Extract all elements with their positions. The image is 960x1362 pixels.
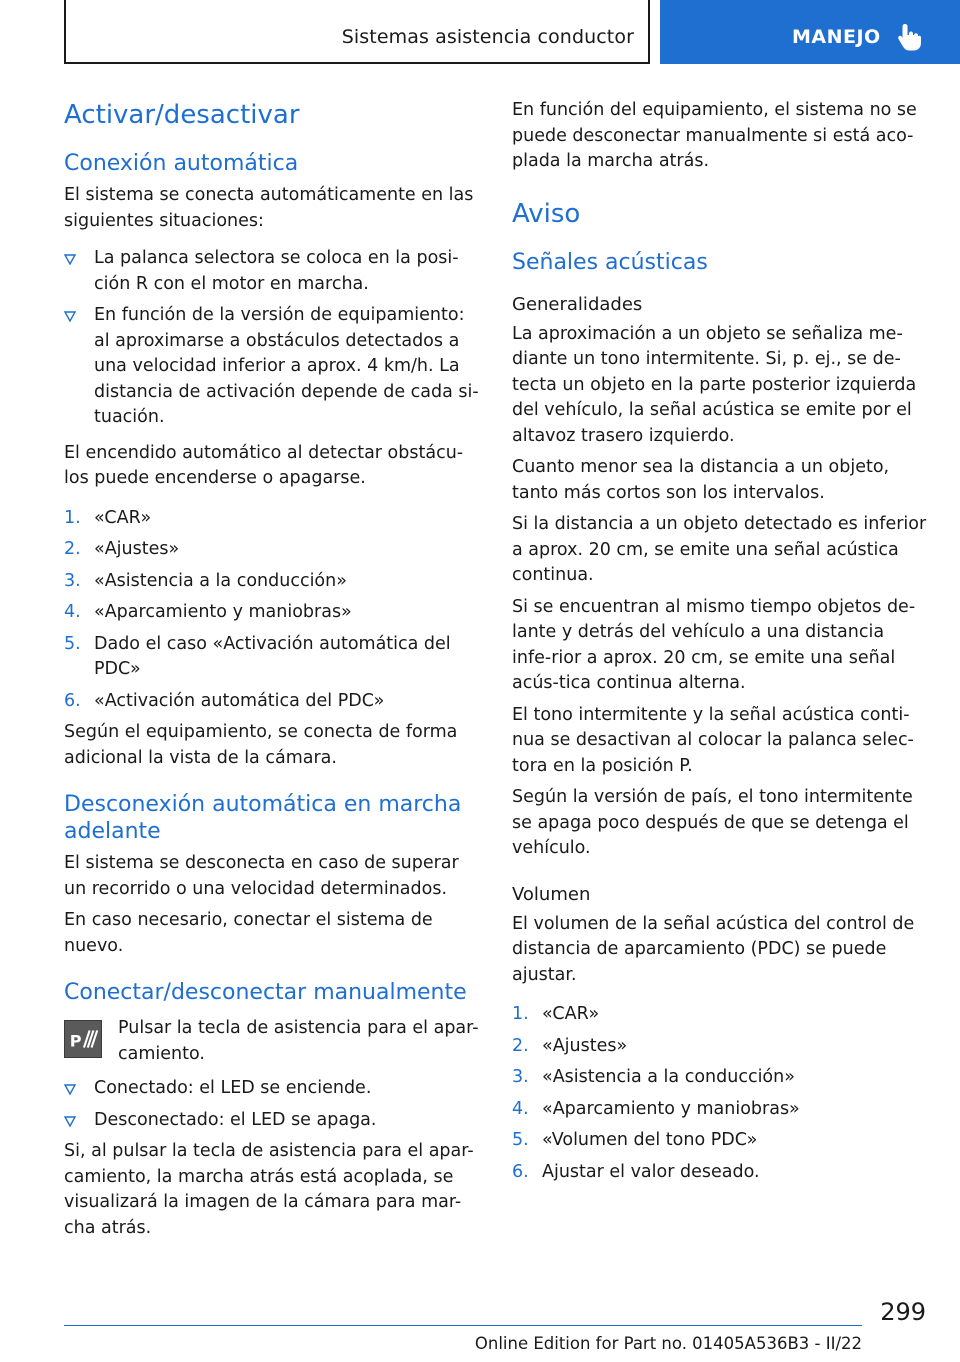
list-item: 1. «CAR»: [64, 507, 152, 528]
header-chapter-box: [64, 0, 650, 64]
list-item: Desconectado: el LED se apaga.: [64, 1108, 480, 1134]
auto-on-steps: [64, 506, 480, 715]
volume-steps: [512, 1002, 928, 1185]
list-item: La palanca selectora se coloca en la posi-ción R con el motor en marcha.: [64, 246, 480, 297]
manual-bullets: [64, 1076, 480, 1133]
heading-manual: Conectar/desconectar manualmente: [64, 980, 467, 1005]
list-item: 6. Ajustar el valor deseado.: [512, 1161, 760, 1182]
general-para: Si la distancia a un objeto detectado es inferior a aprox. 20 cm, se emite una señal acústica continua.: [512, 514, 927, 585]
heading-general: Generalidades: [512, 293, 643, 315]
list-item: 5. Dado el caso «Activación automática del PDC»: [64, 633, 451, 679]
list-item: 3. «Asistencia a la conducción»: [512, 1067, 795, 1087]
auto-on-bullets: [64, 246, 480, 431]
heading-acoustic: Señales acústicas: [512, 249, 708, 275]
list-item: 2. «Ajustes»: [512, 1035, 628, 1056]
triangle-bullet-icon: [64, 253, 76, 265]
heading-volume: Volumen: [512, 883, 591, 905]
general-para: Según la versión de país, el tono intermitente se apaga poco después de que se detenga el vehículo.: [512, 787, 913, 858]
list-item: 5. «Volumen del tono PDC»: [512, 1130, 758, 1150]
header-section-tab: [660, 0, 960, 64]
list-item: 1. «CAR»: [512, 1004, 600, 1024]
general-para: Si se encuentran al mismo tiempo objetos de-lante y detrás del vehículo a una distancia infe-rior a aprox. 20 cm, se emite una señal acús-tica continua alterna.: [512, 596, 916, 693]
manual-para-1: Si, al pulsar la tecla de asistencia para el apar-camiento, la marcha atrás está acoplada, se visualizará la imagen de la cámara para mar-cha atrás.: [64, 1141, 474, 1238]
triangle-bullet-icon: [64, 1115, 76, 1127]
footer-edition: Online Edition for Part no. 01405A536B3 - II/22: [474, 1334, 862, 1353]
header-title: Sistemas asistencia conductor: [341, 26, 634, 48]
general-para: El tono intermitente y la señal acústica conti-nua se desactivan al colocar la palanca selec-tora en la posición P.: [512, 704, 914, 776]
right-column: [512, 98, 928, 1191]
list-item: 3. «Asistencia a la conducción»: [64, 570, 347, 591]
general-para: La aproximación a un objeto se señaliza me-diante un tono intermitente. Si, p. ej., se de-tecta un objeto en la parte posterior izquierda del vehículo, la señal acústica se emite por el altavoz trasero izquierdo.: [512, 323, 917, 446]
list-item: 2. «Ajustes»: [64, 539, 180, 559]
auto-off-para-2: En caso necesario, conectar el sistema de nuevo.: [64, 910, 433, 956]
list-item: 4. «Aparcamiento y maniobras»: [64, 602, 352, 622]
heading-auto-on: Conexión automática: [64, 151, 299, 176]
pdc-button-text: Pulsar la tecla de asistencia para el apar-camiento.: [118, 1018, 479, 1064]
triangle-bullet-icon: [64, 310, 76, 322]
heading-auto-off: Desconexión automática en marcha adelante: [64, 792, 462, 844]
auto-on-para-2: El encendido automático al detectar obstácu-los puede encenderse o apagarse.: [64, 442, 464, 488]
auto-on-para-3: Según el equipamiento, se conecta de forma adicional la vista de la cámara.: [64, 722, 458, 768]
manual-para-2: En función del equipamiento, el sistema no se puede desconectar manualmente si está aco-plada la marcha atrás.: [512, 100, 917, 171]
footer-divider: [64, 1325, 862, 1326]
general-para: Cuanto menor sea la distancia a un objeto, tanto más cortos son los intervalos.: [512, 457, 890, 503]
svg-text:P: P: [69, 1031, 82, 1051]
list-item: 6. «Activación automática del PDC»: [64, 690, 385, 711]
left-column: [64, 98, 480, 1247]
pdc-button-row: [64, 1016, 480, 1068]
triangle-bullet-icon: [64, 1083, 76, 1095]
auto-on-intro: El sistema se conecta automáticamente en las siguientes situaciones:: [64, 185, 474, 231]
volume-para: El volumen de la señal acústica del control de distancia de aparcamiento (PDC) se puede ajustar.: [512, 913, 915, 985]
header-section: MANEJO: [792, 26, 881, 48]
heading-aviso: Aviso: [512, 198, 581, 229]
page-number: 299: [880, 1298, 926, 1326]
list-item: 4. «Aparcamiento y maniobras»: [512, 1098, 800, 1119]
heading-activate: Activar/desactivar: [64, 100, 300, 130]
hand-pointer-icon: [896, 22, 922, 52]
auto-off-para-1: El sistema se desconecta en caso de superar un recorrido o una velocidad determinados.: [64, 853, 459, 899]
list-item: Conectado: el LED se enciende.: [64, 1076, 480, 1102]
parking-assist-icon: [64, 1020, 102, 1058]
list-item: En función de la versión de equipamiento: al aproximarse a obstáculos detectados a una velocidad inferior a aprox. 4 km/h. La distancia de activación depende de cada si-tuación.: [64, 303, 480, 431]
